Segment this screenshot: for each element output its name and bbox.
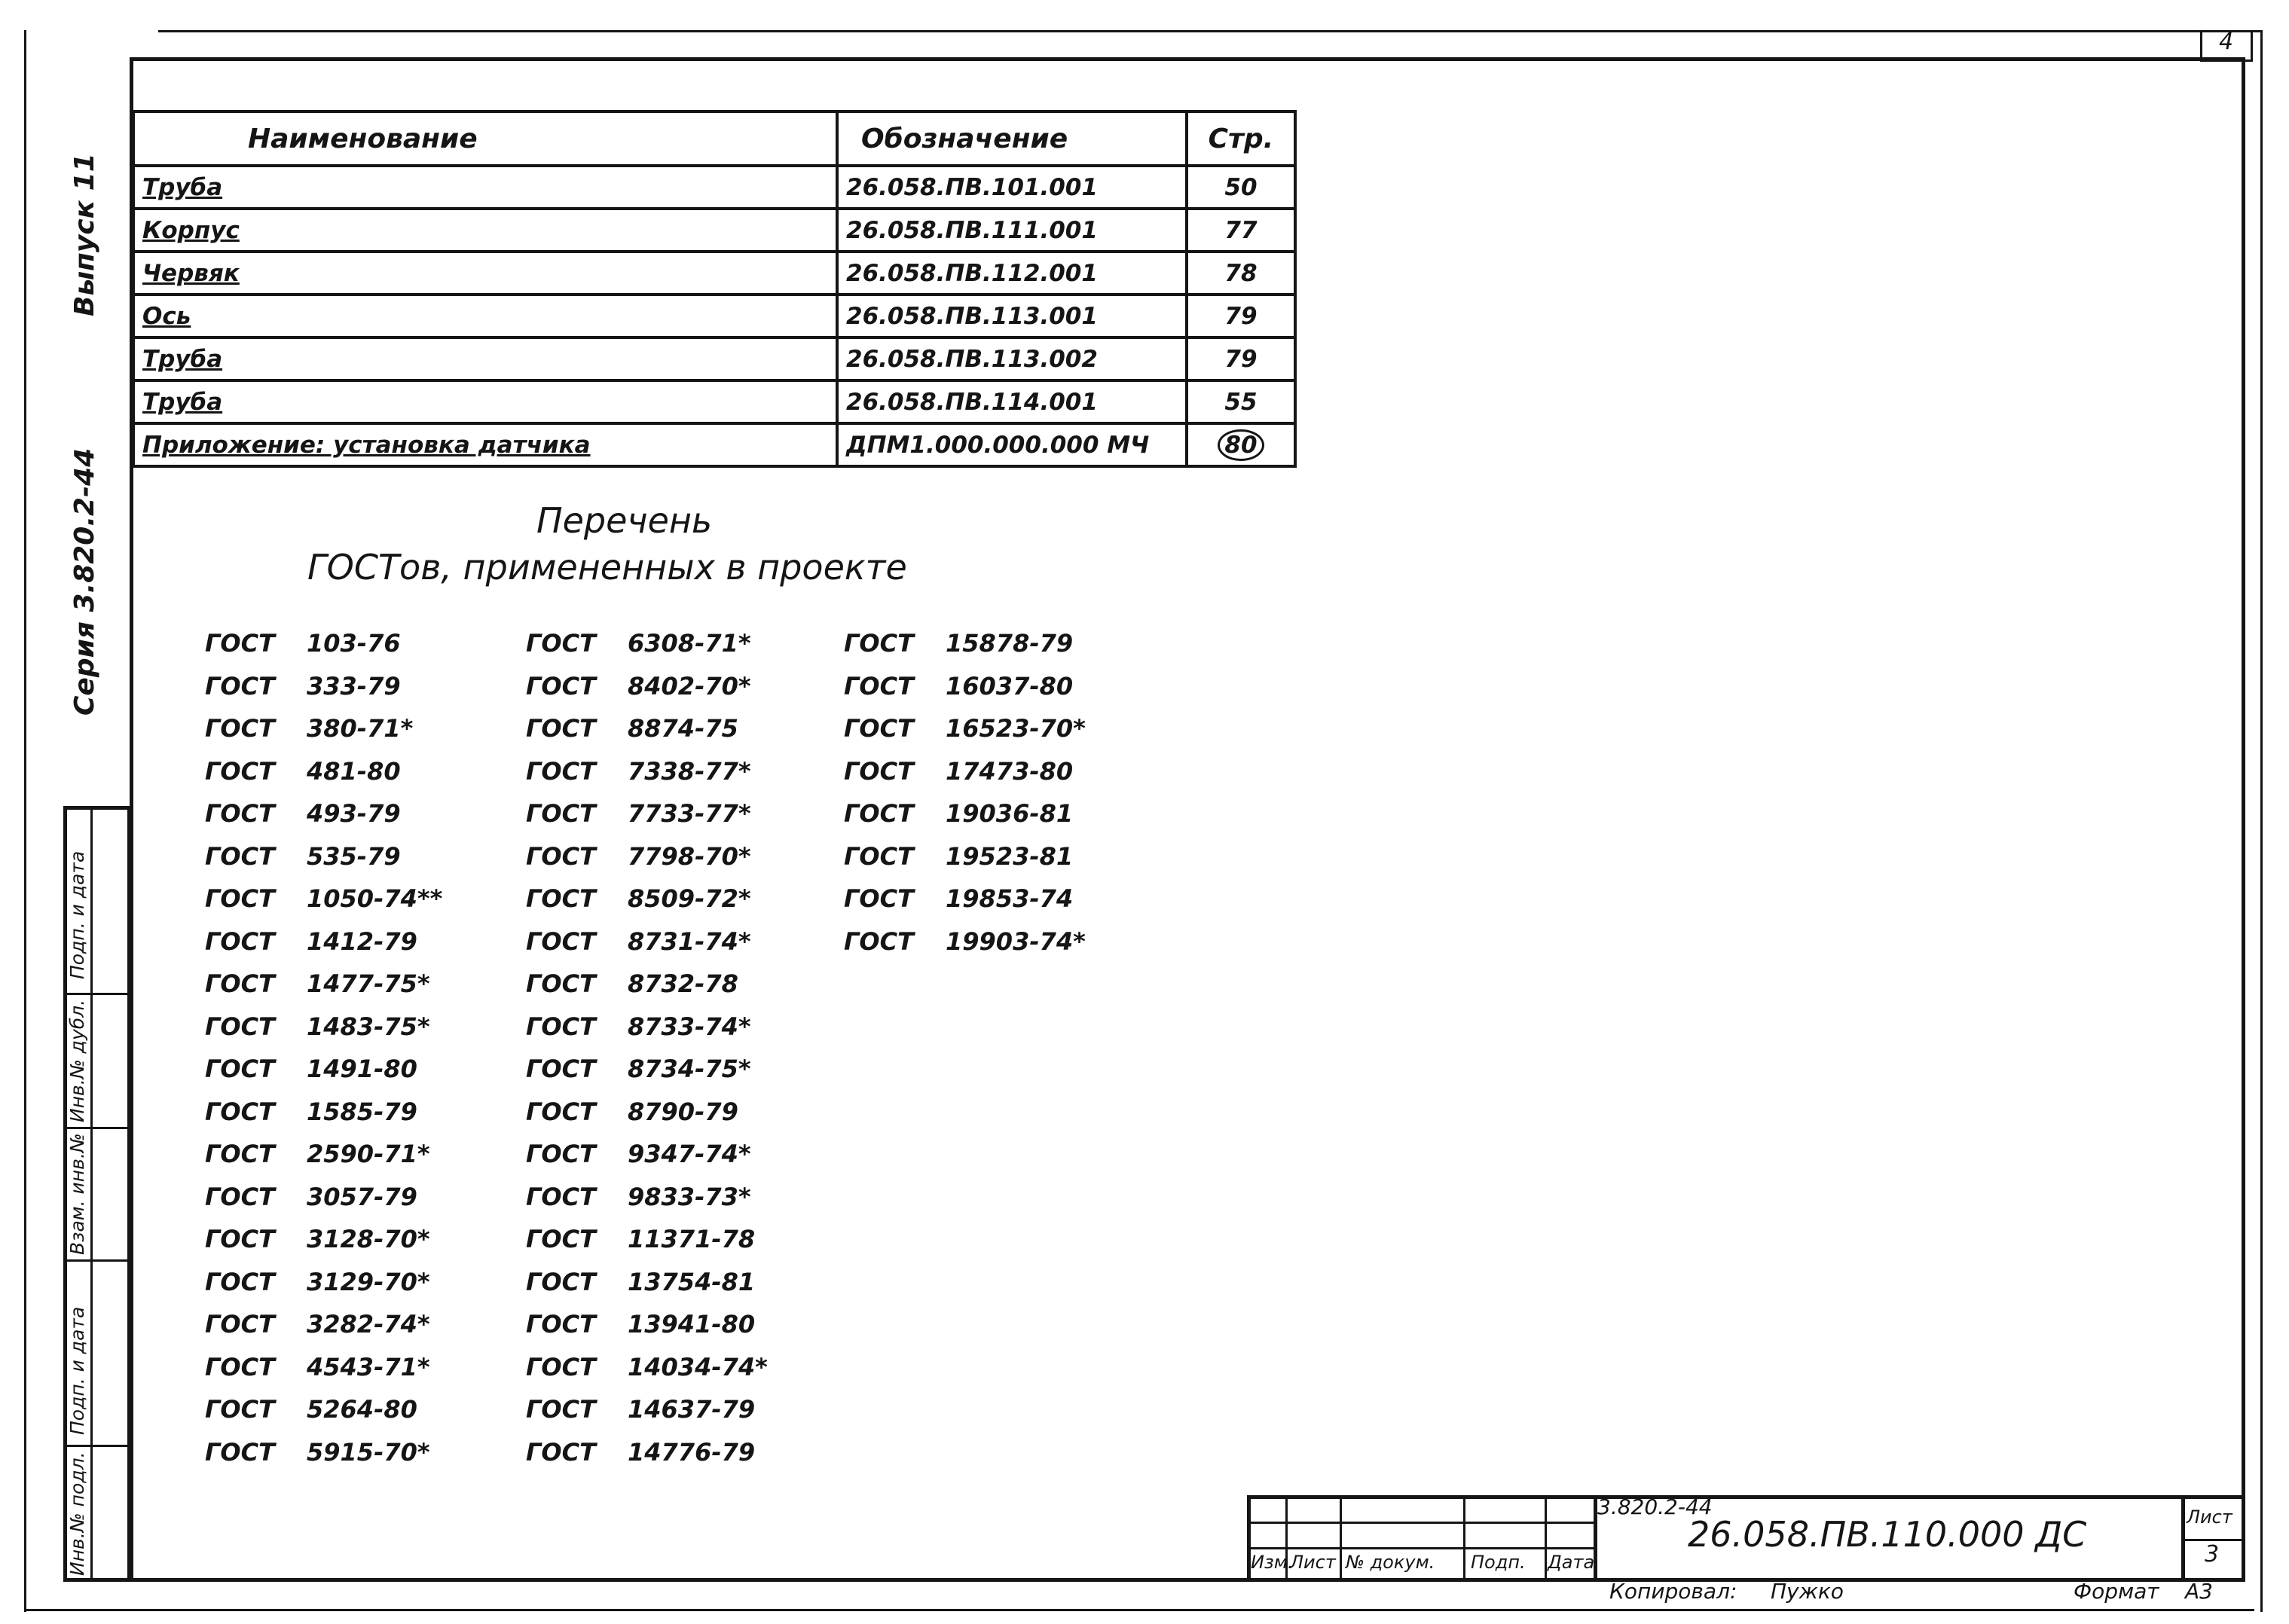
gost-number: 19036-81: [946, 799, 1074, 829]
gost-number: 3057-79: [307, 1182, 417, 1211]
gost-prefix: ГОСТ: [526, 1182, 596, 1211]
list-item: [526, 835, 768, 878]
gost-prefix: ГОСТ: [205, 1097, 275, 1126]
gost-number: 15878-79: [946, 629, 1074, 658]
gost-prefix: ГОСТ: [844, 884, 914, 914]
gost-prefix: ГОСТ: [526, 884, 596, 914]
gost-prefix: ГОСТ: [205, 1182, 275, 1211]
gost-number: 1477-75*: [307, 969, 430, 999]
header-page: Стр.: [1187, 111, 1295, 166]
gost-prefix: ГОСТ: [205, 884, 275, 914]
gost-prefix: ГОСТ: [526, 1140, 596, 1169]
gost-column-1: [205, 622, 442, 1473]
gost-prefix: ГОСТ: [526, 1352, 596, 1381]
gost-prefix: ГОСТ: [205, 1140, 275, 1169]
gost-number: 493-79: [307, 799, 401, 829]
gost-prefix: ГОСТ: [844, 799, 914, 829]
spec-table: [132, 110, 1297, 468]
list-item: [526, 792, 768, 835]
list-item: [205, 707, 442, 750]
binding-sep-3: [63, 1259, 131, 1262]
gost-prefix: ГОСТ: [205, 969, 275, 999]
table-row: [133, 252, 1295, 295]
series-label: Серия 3.820.2-44: [69, 447, 100, 716]
gost-number: 5915-70*: [307, 1437, 430, 1467]
list-item: [526, 1176, 768, 1219]
row-name: Труба: [133, 166, 837, 209]
gost-prefix: ГОСТ: [205, 1225, 275, 1254]
gost-number: 1585-79: [307, 1097, 417, 1126]
list-item: [205, 1133, 442, 1176]
gost-number: 19523-81: [946, 841, 1074, 871]
binding-stamp-3: Взам. инв.№: [66, 1133, 88, 1255]
list-item: [526, 1388, 768, 1431]
trim-line-top: [158, 30, 2260, 32]
list-item: [526, 1346, 768, 1389]
list-item: [205, 622, 442, 665]
tb-grid-h2: [1247, 1547, 1594, 1549]
gost-number: 2590-71*: [307, 1140, 430, 1169]
list-item: [526, 750, 768, 793]
row-page: 50: [1187, 166, 1295, 209]
list-item: [844, 665, 1086, 708]
gost-number: 3129-70*: [307, 1267, 430, 1296]
list-item: [526, 1431, 768, 1474]
row-designation: 26.058.ПВ.112.001: [837, 252, 1187, 295]
list-item: [844, 750, 1086, 793]
tb-series: 3.820.2-44: [1597, 1494, 1713, 1519]
gost-prefix: ГОСТ: [205, 1310, 275, 1339]
list-item: [205, 665, 442, 708]
row-name: Корпус: [133, 209, 837, 252]
gost-prefix: ГОСТ: [526, 799, 596, 829]
list-item: [205, 963, 442, 1006]
gost-number: 8733-74*: [628, 1012, 751, 1041]
gost-title-line2: ГОСТов, примененных в проекте: [307, 547, 907, 588]
copied-name: Пужко: [1771, 1579, 1844, 1604]
list-item: [526, 1048, 768, 1091]
list-item: [205, 1048, 442, 1091]
gost-number: 8734-75*: [628, 1055, 751, 1084]
binding-stamp-1: Подп. и дата: [66, 850, 88, 979]
gost-prefix: ГОСТ: [844, 926, 914, 956]
gost-number: 103-76: [307, 629, 401, 658]
list-item: [526, 665, 768, 708]
gost-prefix: ГОСТ: [205, 841, 275, 871]
row-name: Червяк: [133, 252, 837, 295]
row-designation: 26.058.ПВ.111.001: [837, 209, 1187, 252]
gost-prefix: ГОСТ: [526, 629, 596, 658]
table-row: [133, 337, 1295, 380]
tb-designation: 26.058.ПВ.110.000 ДС: [1688, 1514, 2087, 1555]
header-name: Наименование: [133, 111, 837, 166]
gost-prefix: ГОСТ: [526, 841, 596, 871]
gost-prefix: ГОСТ: [844, 629, 914, 658]
list-item: [526, 1133, 768, 1176]
gost-number: 4543-71*: [307, 1352, 430, 1381]
gost-prefix: ГОСТ: [205, 1437, 275, 1467]
list-item: [844, 920, 1086, 963]
list-item: [205, 1388, 442, 1431]
list-item: [526, 1261, 768, 1304]
gost-number: 13754-81: [628, 1267, 756, 1296]
gost-number: 6308-71*: [628, 629, 751, 658]
binding-sep-1: [63, 993, 131, 995]
gost-column-2: [526, 622, 768, 1473]
gost-number: 19853-74: [946, 884, 1074, 914]
gost-prefix: ГОСТ: [526, 969, 596, 999]
binding-stamp-divider: [90, 806, 93, 1582]
gost-number: 19903-74*: [946, 926, 1086, 956]
gost-number: 8874-75: [628, 714, 738, 743]
gost-prefix: ГОСТ: [205, 629, 275, 658]
gost-number: 9833-73*: [628, 1182, 751, 1211]
gost-number: 16037-80: [946, 671, 1074, 701]
list-item: [526, 707, 768, 750]
gost-number: 3128-70*: [307, 1225, 430, 1254]
list-item: [205, 1091, 442, 1134]
gost-number: 5264-80: [307, 1395, 417, 1424]
gost-prefix: ГОСТ: [526, 1437, 596, 1467]
list-item: [526, 920, 768, 963]
row-designation: 26.058.ПВ.114.001: [837, 380, 1187, 423]
tb-label-izm: Изм.: [1251, 1552, 1294, 1573]
list-item: [205, 792, 442, 835]
gost-number: 3282-74*: [307, 1310, 430, 1339]
gost-number: 13941-80: [628, 1310, 756, 1339]
list-item: [526, 622, 768, 665]
list-item: [205, 835, 442, 878]
tb-sheet-number: 3: [2205, 1541, 2220, 1568]
gost-title-line1: Перечень: [536, 500, 713, 541]
gost-prefix: ГОСТ: [526, 1012, 596, 1041]
tb-label-list: Лист: [1290, 1552, 1336, 1573]
gost-number: 1483-75*: [307, 1012, 430, 1041]
gost-prefix: ГОСТ: [526, 714, 596, 743]
list-item: [205, 1431, 442, 1474]
gost-number: 7798-70*: [628, 841, 751, 871]
gost-prefix: ГОСТ: [205, 926, 275, 956]
gost-number: 17473-80: [946, 756, 1074, 786]
row-designation: 26.058.ПВ.113.002: [837, 337, 1187, 380]
list-item: [205, 1218, 442, 1261]
tb-label-sign: Подп.: [1471, 1552, 1526, 1573]
list-item: [844, 878, 1086, 920]
gost-prefix: ГОСТ: [844, 841, 914, 871]
format-label: Формат: [2074, 1579, 2159, 1604]
binding-sep-2: [63, 1127, 131, 1129]
row-designation: ДПМ1.000.000.000 МЧ: [837, 423, 1187, 466]
tb-grid-v2: [1340, 1495, 1342, 1582]
binding-stamp-2: Инв.№ дубл.: [66, 999, 88, 1122]
spec-table-header: [133, 111, 1295, 166]
gost-prefix: ГОСТ: [526, 1267, 596, 1296]
gost-prefix: ГОСТ: [844, 671, 914, 701]
gost-prefix: ГОСТ: [526, 671, 596, 701]
list-item: [205, 750, 442, 793]
table-row: [133, 295, 1295, 337]
list-item: [526, 878, 768, 920]
tb-sheet-label: Лист: [2187, 1506, 2232, 1528]
row-page: [1187, 423, 1295, 466]
tb-label-doc: № докум.: [1346, 1552, 1435, 1573]
gost-prefix: ГОСТ: [205, 714, 275, 743]
tb-grid-v3: [1463, 1495, 1465, 1582]
gost-number: 535-79: [307, 841, 401, 871]
trim-line-left: [24, 30, 26, 1612]
tb-grid-v4: [1545, 1495, 1547, 1582]
gost-prefix: ГОСТ: [526, 1097, 596, 1126]
gost-number: 481-80: [307, 756, 401, 786]
gost-number: 14776-79: [628, 1437, 756, 1467]
list-item: [526, 1303, 768, 1346]
list-item: [205, 878, 442, 920]
gost-number: 16523-70*: [946, 714, 1086, 743]
gost-prefix: ГОСТ: [205, 1267, 275, 1296]
table-row: [133, 209, 1295, 252]
row-name: Ось: [133, 295, 837, 337]
top-sheet-number: 4: [2219, 29, 2234, 55]
gost-prefix: ГОСТ: [205, 671, 275, 701]
gost-number: 14034-74*: [628, 1352, 768, 1381]
gost-prefix: ГОСТ: [526, 756, 596, 786]
binding-stamp-4: Подп. и дата: [66, 1306, 88, 1435]
format-value: А3: [2185, 1579, 2213, 1604]
list-item: [526, 963, 768, 1006]
list-item: [526, 1091, 768, 1134]
tb-label-date: Дата: [1548, 1552, 1595, 1573]
list-item: [844, 792, 1086, 835]
table-row: [133, 423, 1295, 466]
binding-stamp-5: Инв.№ подл.: [66, 1452, 88, 1576]
gost-prefix: ГОСТ: [205, 799, 275, 829]
gost-number: 333-79: [307, 671, 401, 701]
trim-line-bottom: [24, 1609, 2254, 1611]
gost-prefix: ГОСТ: [205, 1352, 275, 1381]
row-page: 77: [1187, 209, 1295, 252]
list-item: [205, 920, 442, 963]
gost-number: 8402-70*: [628, 671, 751, 701]
gost-prefix: ГОСТ: [205, 1395, 275, 1424]
gost-number: 14637-79: [628, 1395, 756, 1424]
circled-page: 80: [1218, 429, 1264, 461]
row-name: Приложение: установка датчика: [133, 423, 837, 466]
gost-prefix: ГОСТ: [205, 1055, 275, 1084]
gost-prefix: ГОСТ: [526, 1225, 596, 1254]
row-designation: 26.058.ПВ.113.001: [837, 295, 1187, 337]
tb-grid-h1: [1247, 1522, 1594, 1524]
list-item: [844, 707, 1086, 750]
row-page: 55: [1187, 380, 1295, 423]
trim-line-right: [2260, 30, 2263, 1612]
table-row: [133, 380, 1295, 423]
row-designation: 26.058.ПВ.101.001: [837, 166, 1187, 209]
row-name: Труба: [133, 337, 837, 380]
list-item: [205, 1261, 442, 1304]
gost-number: 380-71*: [307, 714, 414, 743]
gost-prefix: ГОСТ: [526, 1055, 596, 1084]
gost-number: 1050-74**: [307, 884, 443, 914]
gost-number: 8790-79: [628, 1097, 738, 1126]
list-item: [205, 1303, 442, 1346]
gost-number: 9347-74*: [628, 1140, 751, 1169]
copied-label: Копировал:: [1609, 1579, 1737, 1604]
list-item: [205, 1006, 442, 1049]
list-item: [844, 835, 1086, 878]
gost-number: 7338-77*: [628, 756, 751, 786]
gost-prefix: ГОСТ: [844, 756, 914, 786]
gost-prefix: ГОСТ: [205, 756, 275, 786]
row-page: 79: [1187, 295, 1295, 337]
gost-prefix: ГОСТ: [205, 1012, 275, 1041]
table-row: [133, 166, 1295, 209]
gost-prefix: ГОСТ: [844, 714, 914, 743]
gost-number: 8731-74*: [628, 926, 751, 956]
list-item: [526, 1218, 768, 1261]
row-name: Труба: [133, 380, 837, 423]
row-page: 78: [1187, 252, 1295, 295]
gost-column-3: [844, 622, 1086, 963]
issue-label: Выпуск 11: [69, 153, 100, 316]
list-item: [526, 1006, 768, 1049]
list-item: [844, 622, 1086, 665]
binding-sep-4: [63, 1445, 131, 1447]
gost-prefix: ГОСТ: [526, 1395, 596, 1424]
gost-number: 8509-72*: [628, 884, 751, 914]
gost-number: 8732-78: [628, 969, 738, 999]
gost-number: 1491-80: [307, 1055, 417, 1084]
row-page: 79: [1187, 337, 1295, 380]
gost-number: 1412-79: [307, 926, 417, 956]
gost-prefix: ГОСТ: [526, 926, 596, 956]
list-item: [205, 1176, 442, 1219]
header-designation: Обозначение: [837, 111, 1187, 166]
gost-number: 7733-77*: [628, 799, 751, 829]
list-item: [205, 1346, 442, 1389]
gost-prefix: ГОСТ: [526, 1310, 596, 1339]
gost-number: 11371-78: [628, 1225, 756, 1254]
